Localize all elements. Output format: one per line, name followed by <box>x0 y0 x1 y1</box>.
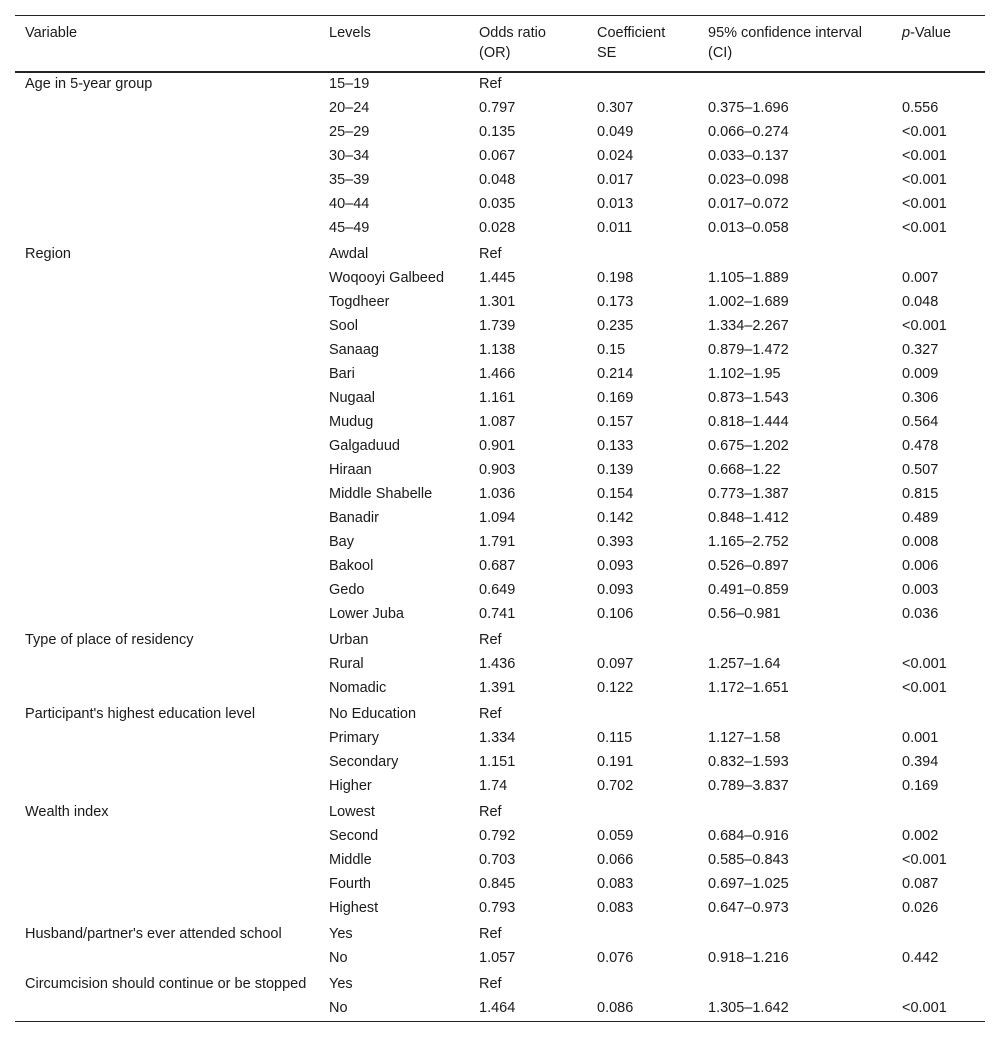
coefficient-se-cell: 0.097 <box>597 656 634 672</box>
table-row <box>15 947 985 971</box>
variable-cell <box>15 579 319 603</box>
level-cell: 15–19 <box>329 76 370 92</box>
table-row <box>15 921 985 947</box>
odds-ratio-cell: 0.792 <box>479 828 516 844</box>
table-row <box>15 825 985 849</box>
level-cell: Galgaduud <box>329 438 400 454</box>
variable-cell <box>15 531 319 555</box>
p-value-cell: 0.306 <box>902 390 939 406</box>
table-row <box>15 241 985 267</box>
variable-cell: Region <box>25 246 71 262</box>
level-cell: 35–39 <box>329 172 370 188</box>
table-row <box>15 411 985 435</box>
odds-ratio-cell: Ref <box>479 706 502 722</box>
level-cell: Rural <box>329 656 364 672</box>
level-cell: Gedo <box>329 582 365 598</box>
variable-cell <box>15 97 319 121</box>
p-value-cell <box>892 72 985 97</box>
variable-cell <box>15 267 319 291</box>
level-cell: 30–34 <box>329 148 370 164</box>
level-cell: 20–24 <box>329 100 370 116</box>
coefficient-se-cell: 0.139 <box>597 462 634 478</box>
confidence-interval-cell: 0.818–1.444 <box>708 414 789 430</box>
odds-ratio-cell: 0.797 <box>479 100 516 116</box>
level-cell: Nugaal <box>329 390 375 406</box>
confidence-interval-cell: 1.102–1.95 <box>708 366 781 382</box>
confidence-interval-cell: 0.375–1.696 <box>708 100 789 116</box>
odds-ratio-cell: 1.301 <box>479 294 516 310</box>
level-cell: Middle Shabelle <box>329 486 433 502</box>
p-value-cell: 0.815 <box>902 486 939 502</box>
odds-ratio-cell: 0.135 <box>479 124 516 140</box>
coefficient-se-cell: 0.307 <box>597 100 634 116</box>
odds-ratio-cell: 1.436 <box>479 656 516 672</box>
coefficient-se-cell: 0.214 <box>597 366 634 382</box>
p-value-cell <box>892 921 985 947</box>
p-value-cell: <0.001 <box>902 196 947 212</box>
variable-cell <box>15 653 319 677</box>
odds-ratio-cell: Ref <box>479 926 502 942</box>
odds-ratio-cell: 1.391 <box>479 680 516 696</box>
table-header <box>15 16 985 73</box>
confidence-interval-cell: 0.033–0.137 <box>708 148 789 164</box>
variable-cell <box>15 121 319 145</box>
variable-cell <box>15 897 319 921</box>
confidence-interval-cell <box>698 72 892 97</box>
variable-cell <box>15 193 319 217</box>
coefficient-se-cell: 0.157 <box>597 414 634 430</box>
level-cell: Second <box>329 828 379 844</box>
p-value-cell: 0.006 <box>902 558 939 574</box>
variable-cell <box>15 291 319 315</box>
table-row <box>15 727 985 751</box>
p-value-cell: <0.001 <box>902 172 947 188</box>
variable-cell: Participant's highest education level <box>25 706 256 722</box>
p-value-cell: <0.001 <box>902 852 947 868</box>
table-row <box>15 701 985 727</box>
table-row <box>15 121 985 145</box>
p-value-cell: 0.507 <box>902 462 939 478</box>
odds-ratio-cell: 1.334 <box>479 730 516 746</box>
p-value-cell: 0.048 <box>902 294 939 310</box>
coefficient-se-cell: 0.024 <box>597 148 634 164</box>
confidence-interval-cell: 0.773–1.387 <box>708 486 789 502</box>
confidence-interval-cell: 0.017–0.072 <box>708 196 789 212</box>
odds-ratio-cell: Ref <box>479 632 502 648</box>
table-row <box>15 775 985 799</box>
odds-ratio-table <box>15 15 985 1022</box>
p-value-cell: 0.087 <box>902 876 939 892</box>
level-cell: Nomadic <box>329 680 387 696</box>
table-row <box>15 315 985 339</box>
level-cell: No <box>329 1000 348 1016</box>
coefficient-se-cell <box>587 241 698 267</box>
coefficient-se-cell: 0.191 <box>597 754 634 770</box>
header-odds-ratio: Odds ratio (OR) <box>479 25 546 61</box>
confidence-interval-cell: 1.305–1.642 <box>708 1000 789 1016</box>
confidence-interval-cell <box>698 971 892 997</box>
odds-ratio-cell: 1.464 <box>479 1000 516 1016</box>
confidence-interval-cell <box>698 627 892 653</box>
level-cell: Lowest <box>329 804 375 820</box>
coefficient-se-cell: 0.106 <box>597 606 634 622</box>
variable-cell <box>15 775 319 799</box>
variable-cell <box>15 677 319 701</box>
table-row <box>15 799 985 825</box>
variable-cell <box>15 849 319 873</box>
table-row <box>15 387 985 411</box>
odds-ratio-cell: 0.901 <box>479 438 516 454</box>
level-cell: Higher <box>329 778 372 794</box>
odds-ratio-cell: Ref <box>479 76 502 92</box>
p-value-cell: 0.001 <box>902 730 939 746</box>
odds-ratio-cell: 0.028 <box>479 220 516 236</box>
odds-ratio-cell: 0.793 <box>479 900 516 916</box>
odds-ratio-cell: 0.741 <box>479 606 516 622</box>
table-row <box>15 459 985 483</box>
p-value-cell: 0.556 <box>902 100 939 116</box>
odds-ratio-cell: Ref <box>479 246 502 262</box>
odds-ratio-cell: 1.087 <box>479 414 516 430</box>
confidence-interval-cell: 0.647–0.973 <box>708 900 789 916</box>
odds-ratio-cell: 1.739 <box>479 318 516 334</box>
level-cell: 45–49 <box>329 220 370 236</box>
coefficient-se-cell <box>587 701 698 727</box>
odds-ratio-cell: 1.161 <box>479 390 516 406</box>
header-p-value <box>892 16 985 73</box>
odds-ratio-cell: 1.466 <box>479 366 516 382</box>
table-row <box>15 291 985 315</box>
variable-cell <box>15 507 319 531</box>
coefficient-se-cell: 0.083 <box>597 900 634 916</box>
table-row <box>15 849 985 873</box>
coefficient-se-cell: 0.066 <box>597 852 634 868</box>
odds-ratio-cell: 1.094 <box>479 510 516 526</box>
odds-ratio-cell: 0.048 <box>479 172 516 188</box>
confidence-interval-cell: 0.675–1.202 <box>708 438 789 454</box>
p-value-cell: 0.003 <box>902 582 939 598</box>
level-cell: 40–44 <box>329 196 370 212</box>
level-cell: Hiraan <box>329 462 372 478</box>
confidence-interval-cell: 0.789–3.837 <box>708 778 789 794</box>
variable-cell <box>15 727 319 751</box>
level-cell: Bay <box>329 534 354 550</box>
table-row <box>15 193 985 217</box>
odds-ratio-cell: Ref <box>479 976 502 992</box>
table-row <box>15 483 985 507</box>
table-row <box>15 677 985 701</box>
variable-cell: Circumcision should continue or be stopped <box>25 976 307 992</box>
p-value-cell: <0.001 <box>902 220 947 236</box>
level-cell: Mudug <box>329 414 374 430</box>
variable-cell <box>15 825 319 849</box>
odds-ratio-cell: 0.067 <box>479 148 516 164</box>
level-cell: Sanaag <box>329 342 379 358</box>
table-row <box>15 579 985 603</box>
p-value-cell: 0.026 <box>902 900 939 916</box>
header-levels: Levels <box>329 25 371 41</box>
p-value-cell: 0.394 <box>902 754 939 770</box>
odds-ratio-cell: 0.649 <box>479 582 516 598</box>
variable-cell <box>15 603 319 627</box>
coefficient-se-cell: 0.083 <box>597 876 634 892</box>
confidence-interval-cell: 0.023–0.098 <box>708 172 789 188</box>
coefficient-se-cell <box>587 971 698 997</box>
table-row <box>15 653 985 677</box>
variable-cell: Wealth index <box>25 804 109 820</box>
confidence-interval-cell: 1.105–1.889 <box>708 270 789 286</box>
p-value-cell: <0.001 <box>902 656 947 672</box>
table-row <box>15 603 985 627</box>
p-value-cell: 0.036 <box>902 606 939 622</box>
variable-cell <box>15 555 319 579</box>
p-value-cell: 0.008 <box>902 534 939 550</box>
level-cell: Secondary <box>329 754 399 770</box>
variable-cell: Type of place of residency <box>25 632 194 648</box>
confidence-interval-cell <box>698 921 892 947</box>
p-value-cell: 0.169 <box>902 778 939 794</box>
coefficient-se-cell <box>587 72 698 97</box>
coefficient-se-cell: 0.122 <box>597 680 634 696</box>
coefficient-se-cell: 0.013 <box>597 196 634 212</box>
header-p-value-suffix: -Value <box>910 25 951 41</box>
confidence-interval-cell: 0.918–1.216 <box>708 950 789 966</box>
p-value-cell: 0.009 <box>902 366 939 382</box>
confidence-interval-cell <box>698 701 892 727</box>
variable-cell <box>15 217 319 241</box>
variable-cell <box>15 387 319 411</box>
table-row <box>15 169 985 193</box>
p-value-cell: 0.007 <box>902 270 939 286</box>
level-cell: Yes <box>329 976 353 992</box>
table-row <box>15 531 985 555</box>
coefficient-se-cell: 0.093 <box>597 582 634 598</box>
p-value-cell: <0.001 <box>902 148 947 164</box>
table-row <box>15 751 985 775</box>
coefficient-se-cell: 0.142 <box>597 510 634 526</box>
coefficient-se-cell: 0.093 <box>597 558 634 574</box>
table-row <box>15 339 985 363</box>
level-cell: Togdheer <box>329 294 390 310</box>
table-row <box>15 971 985 997</box>
header-coefficient-se: Coefficient SE <box>597 25 666 61</box>
level-cell: Sool <box>329 318 359 334</box>
coefficient-se-cell <box>587 627 698 653</box>
variable-cell <box>15 363 319 387</box>
variable-cell: Age in 5-year group <box>25 76 153 92</box>
p-value-cell: 0.489 <box>902 510 939 526</box>
p-value-cell <box>892 701 985 727</box>
confidence-interval-cell: 0.848–1.412 <box>708 510 789 526</box>
variable-cell <box>15 873 319 897</box>
confidence-interval-cell: 0.066–0.274 <box>708 124 789 140</box>
level-cell: Middle <box>329 852 372 868</box>
odds-ratio-cell: Ref <box>479 804 502 820</box>
confidence-interval-cell: 0.879–1.472 <box>708 342 789 358</box>
variable-cell <box>15 751 319 775</box>
level-cell: No <box>329 950 348 966</box>
table-row <box>15 267 985 291</box>
level-cell: Yes <box>329 926 353 942</box>
table-row <box>15 873 985 897</box>
table-row <box>15 145 985 169</box>
confidence-interval-cell: 0.697–1.025 <box>708 876 789 892</box>
variable-cell <box>15 169 319 193</box>
table-row <box>15 997 985 1022</box>
coefficient-se-cell: 0.086 <box>597 1000 634 1016</box>
odds-ratio-cell: 1.036 <box>479 486 516 502</box>
level-cell: 25–29 <box>329 124 370 140</box>
coefficient-se-cell: 0.15 <box>597 342 626 358</box>
coefficient-se-cell: 0.115 <box>597 730 633 746</box>
variable-cell <box>15 947 319 971</box>
table-row <box>15 217 985 241</box>
coefficient-se-cell <box>587 799 698 825</box>
coefficient-se-cell: 0.133 <box>597 438 634 454</box>
coefficient-se-cell: 0.235 <box>597 318 634 334</box>
coefficient-se-cell: 0.011 <box>597 220 633 236</box>
coefficient-se-cell: 0.393 <box>597 534 634 550</box>
table-row <box>15 627 985 653</box>
p-value-cell: 0.564 <box>902 414 939 430</box>
p-value-cell <box>892 971 985 997</box>
p-value-cell: 0.327 <box>902 342 939 358</box>
confidence-interval-cell: 1.127–1.58 <box>708 730 781 746</box>
confidence-interval-cell: 1.334–2.267 <box>708 318 789 334</box>
p-value-cell: <0.001 <box>902 318 947 334</box>
header-variable: Variable <box>25 25 78 41</box>
p-value-cell: 0.002 <box>902 828 939 844</box>
p-value-cell <box>892 799 985 825</box>
odds-ratio-cell: 1.791 <box>479 534 516 550</box>
odds-ratio-cell: 0.845 <box>479 876 516 892</box>
table-row <box>15 72 985 97</box>
confidence-interval-cell <box>698 799 892 825</box>
table-row <box>15 555 985 579</box>
coefficient-se-cell: 0.173 <box>597 294 634 310</box>
p-value-cell <box>892 241 985 267</box>
table-row <box>15 897 985 921</box>
odds-ratio-cell: 0.703 <box>479 852 516 868</box>
odds-ratio-cell: 1.151 <box>479 754 516 770</box>
coefficient-se-cell: 0.017 <box>597 172 634 188</box>
results-table-container <box>15 15 985 1022</box>
level-cell: Primary <box>329 730 379 746</box>
coefficient-se-cell: 0.198 <box>597 270 634 286</box>
level-cell: Bari <box>329 366 355 382</box>
variable-cell <box>15 411 319 435</box>
table-row <box>15 97 985 121</box>
coefficient-se-cell: 0.076 <box>597 950 634 966</box>
level-cell: Fourth <box>329 876 371 892</box>
header-confidence-interval: 95% confidence interval (CI) <box>708 25 862 61</box>
level-cell: Banadir <box>329 510 379 526</box>
p-value-cell: 0.478 <box>902 438 939 454</box>
coefficient-se-cell: 0.169 <box>597 390 634 406</box>
confidence-interval-cell: 0.526–0.897 <box>708 558 789 574</box>
odds-ratio-cell: 0.903 <box>479 462 516 478</box>
odds-ratio-cell: 0.687 <box>479 558 516 574</box>
confidence-interval-cell <box>698 241 892 267</box>
variable-cell <box>15 435 319 459</box>
level-cell: Woqooyi Galbeed <box>329 270 445 286</box>
coefficient-se-cell: 0.049 <box>597 124 634 140</box>
confidence-interval-cell: 1.172–1.651 <box>708 680 789 696</box>
variable-cell <box>15 459 319 483</box>
p-value-cell: <0.001 <box>902 1000 947 1016</box>
coefficient-se-cell: 0.059 <box>597 828 634 844</box>
coefficient-se-cell: 0.154 <box>597 486 634 502</box>
variable-cell: Husband/partner's ever attended school <box>25 926 282 942</box>
confidence-interval-cell: 0.585–0.843 <box>708 852 789 868</box>
odds-ratio-cell: 1.74 <box>479 778 508 794</box>
header-row <box>15 16 985 73</box>
level-cell: Highest <box>329 900 379 916</box>
variable-cell <box>15 483 319 507</box>
coefficient-se-cell <box>587 921 698 947</box>
table-body <box>15 72 985 1022</box>
header-p-value-italic: p <box>902 25 911 41</box>
confidence-interval-cell: 0.56–0.981 <box>708 606 781 622</box>
p-value-cell: <0.001 <box>902 680 947 696</box>
confidence-interval-cell: 0.873–1.543 <box>708 390 789 406</box>
level-cell: Bakool <box>329 558 374 574</box>
level-cell: No Education <box>329 706 417 722</box>
table-row <box>15 435 985 459</box>
variable-cell <box>15 997 319 1022</box>
table-row <box>15 363 985 387</box>
level-cell: Lower Juba <box>329 606 404 622</box>
confidence-interval-cell: 0.832–1.593 <box>708 754 789 770</box>
odds-ratio-cell: 1.138 <box>479 342 516 358</box>
confidence-interval-cell: 0.684–0.916 <box>708 828 789 844</box>
level-cell: Urban <box>329 632 369 648</box>
odds-ratio-cell: 1.445 <box>479 270 516 286</box>
variable-cell <box>15 315 319 339</box>
confidence-interval-cell: 1.165–2.752 <box>708 534 789 550</box>
p-value-cell <box>892 627 985 653</box>
confidence-interval-cell: 1.002–1.689 <box>708 294 789 310</box>
coefficient-se-cell: 0.702 <box>597 778 634 794</box>
table-row <box>15 507 985 531</box>
variable-cell <box>15 145 319 169</box>
odds-ratio-cell: 1.057 <box>479 950 516 966</box>
confidence-interval-cell: 0.668–1.22 <box>708 462 781 478</box>
odds-ratio-cell: 0.035 <box>479 196 516 212</box>
confidence-interval-cell: 0.491–0.859 <box>708 582 789 598</box>
confidence-interval-cell: 0.013–0.058 <box>708 220 789 236</box>
confidence-interval-cell: 1.257–1.64 <box>708 656 781 672</box>
p-value-cell: <0.001 <box>902 124 947 140</box>
level-cell: Awdal <box>329 246 369 262</box>
variable-cell <box>15 339 319 363</box>
p-value-cell: 0.442 <box>902 950 939 966</box>
